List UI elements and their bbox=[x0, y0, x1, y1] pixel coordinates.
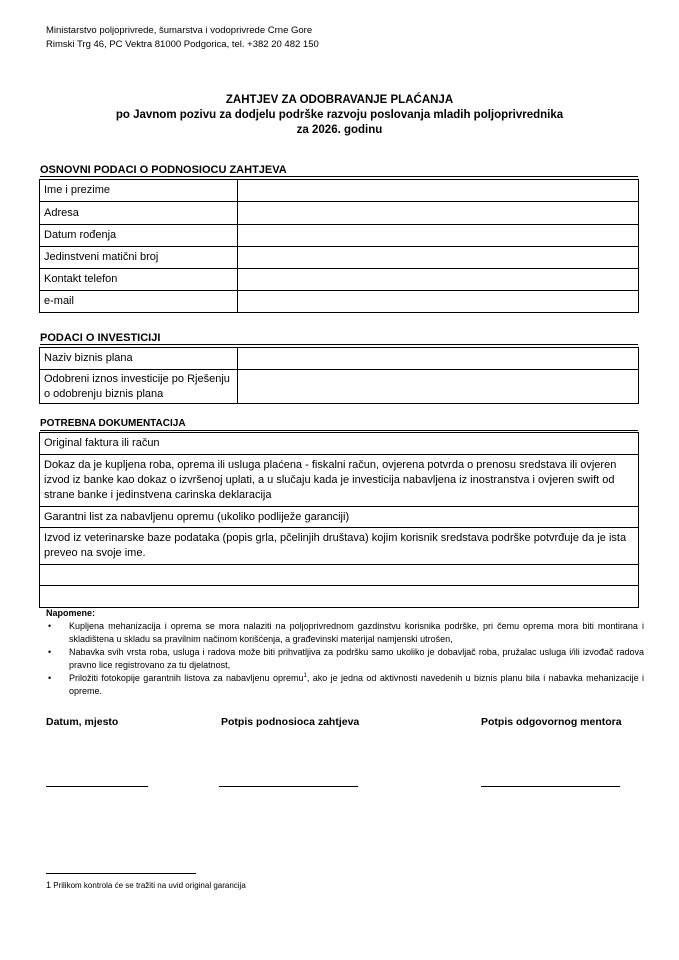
footnote-number: 1 bbox=[46, 880, 52, 890]
list-item bbox=[46, 620, 644, 646]
investment-table bbox=[39, 347, 639, 404]
approved-amount-field[interactable] bbox=[238, 370, 639, 404]
business-plan-name-field[interactable] bbox=[238, 348, 639, 370]
table-row bbox=[40, 528, 639, 565]
notes bbox=[46, 607, 644, 698]
table-row bbox=[40, 565, 639, 586]
note-text: Priložiti fotokopije garantnih listova za nabavljenu opremu bbox=[69, 673, 304, 683]
address-field[interactable] bbox=[238, 202, 639, 225]
table-row bbox=[40, 202, 639, 225]
table-row bbox=[40, 348, 639, 370]
field-label: e-mail bbox=[40, 291, 238, 313]
footnote-ref[interactable]: 1 bbox=[303, 673, 307, 679]
table-row bbox=[40, 455, 639, 507]
document-title bbox=[46, 93, 633, 138]
section-applicant-heading: OSNOVNI PODACI O PODNOSIOCU ZAHTJEVA bbox=[40, 164, 638, 177]
bullet-icon: • bbox=[48, 673, 52, 683]
field-label: Jedinstveni matični broj bbox=[40, 247, 238, 269]
table-row bbox=[40, 370, 639, 404]
phone-field[interactable] bbox=[238, 269, 639, 291]
field-label: Naziv biznis plana bbox=[40, 348, 238, 370]
email-field[interactable] bbox=[238, 291, 639, 313]
title-line-2: po Javnom pozivu za dodjelu podrške razvoju poslovanja mladih poljoprivrednika bbox=[115, 109, 564, 121]
title-line-1: ZAHTJEV ZA ODOBRAVANJE PLAĆANJA bbox=[225, 94, 454, 106]
applicant-signature-line[interactable] bbox=[219, 786, 358, 787]
table-row bbox=[40, 433, 639, 455]
section-investment-heading: PODACI O INVESTICIJI bbox=[40, 332, 638, 345]
table-row bbox=[40, 586, 639, 608]
footnote bbox=[46, 880, 246, 890]
doc-item: Izvod iz veterinarske baze podataka (popis grla, pčelinjih društava) kojim korisnik sredstava podrške potvrđuje da je ista preveo na svoje ime. bbox=[40, 528, 639, 565]
ministry-header bbox=[46, 24, 319, 52]
doc-item-empty[interactable] bbox=[40, 565, 639, 586]
field-label: Datum rođenja bbox=[40, 225, 238, 247]
documentation-table bbox=[39, 432, 639, 608]
ministry-name: Ministarstvo poljoprivrede, šumarstva i vodoprivrede Crne Gore bbox=[46, 25, 313, 36]
field-label: Odobreni iznos investicije po Rješenju o odobrenju biznis plana bbox=[40, 370, 238, 404]
note-text: Nabavka svih vrsta roba, usluga i radova može biti prihvatljiva za podršku samo ukoliko je dobavljač roba, pružalac usluga i/ili izvođač radova pravno lice registrovano za tu djelatnost, bbox=[69, 647, 644, 670]
field-label: Adresa bbox=[40, 202, 238, 225]
jmbg-field[interactable] bbox=[238, 247, 639, 269]
list-item bbox=[46, 672, 644, 698]
applicant-signature-label: Potpis podnosioca zahtjeva bbox=[221, 716, 360, 728]
table-row bbox=[40, 269, 639, 291]
footnote-divider bbox=[46, 873, 196, 874]
note-text: , ako je jedna od aktivnosti navedenih u biznis planu bila i nabavka mehanizacije i opreme. bbox=[69, 673, 644, 696]
birth-date-field[interactable] bbox=[238, 225, 639, 247]
date-place-line[interactable] bbox=[46, 786, 148, 787]
table-row bbox=[40, 507, 639, 528]
ministry-address: Rimski Trg 46, PC Vektra 81000 Podgorica, tel. +382 20 482 150 bbox=[46, 39, 319, 50]
date-place-label: Datum, mjesto bbox=[46, 716, 119, 728]
mentor-signature-line[interactable] bbox=[481, 786, 620, 787]
notes-title: Napomene: bbox=[46, 608, 96, 618]
doc-item: Original faktura ili račun bbox=[40, 433, 639, 455]
field-label: Ime i prezime bbox=[40, 180, 238, 202]
applicant-table bbox=[39, 179, 639, 313]
name-field[interactable] bbox=[238, 180, 639, 202]
doc-item: Garantni list za nabavljenu opremu (ukoliko podliježe garanciji) bbox=[40, 507, 639, 528]
field-label: Kontakt telefon bbox=[40, 269, 238, 291]
table-row bbox=[40, 225, 639, 247]
table-row bbox=[40, 247, 639, 269]
table-row bbox=[40, 180, 639, 202]
bullet-icon: • bbox=[48, 647, 52, 657]
bullet-icon: • bbox=[48, 621, 52, 631]
table-row bbox=[40, 291, 639, 313]
title-line-3: za 2026. godinu bbox=[296, 124, 383, 136]
doc-item: Dokaz da je kupljena roba, oprema ili usluga plaćena - fiskalni račun, ovjerena potvrda o prenosu sredstava ili ovjeren izvod iz banke kao dokaz o izvršenoj uplati, a u slučaju kada je investicija nabavljena iz inostranstva i ovjeren swift od strane banke i jedinstvena carinska deklaracija bbox=[40, 455, 639, 507]
footnote-text: Prilikom kontrola će se tražiti na uvid original garancija bbox=[53, 881, 246, 890]
mentor-signature-label: Potpis odgovornog mentora bbox=[481, 716, 622, 728]
list-item bbox=[46, 646, 644, 672]
section-documentation-heading: POTREBNA DOKUMENTACIJA bbox=[40, 418, 638, 431]
doc-item-empty[interactable] bbox=[40, 586, 639, 608]
note-text: Kupljena mehanizacija i oprema se mora nalaziti na poljoprivrednom gazdinstvu korisnika podrške, pri čemu oprema mora biti montirana i skladištena u skladu sa pravilnim načinom korišćenja, a građevinski materijal namjenski utrošen, bbox=[69, 621, 644, 644]
notes-list bbox=[46, 620, 644, 698]
